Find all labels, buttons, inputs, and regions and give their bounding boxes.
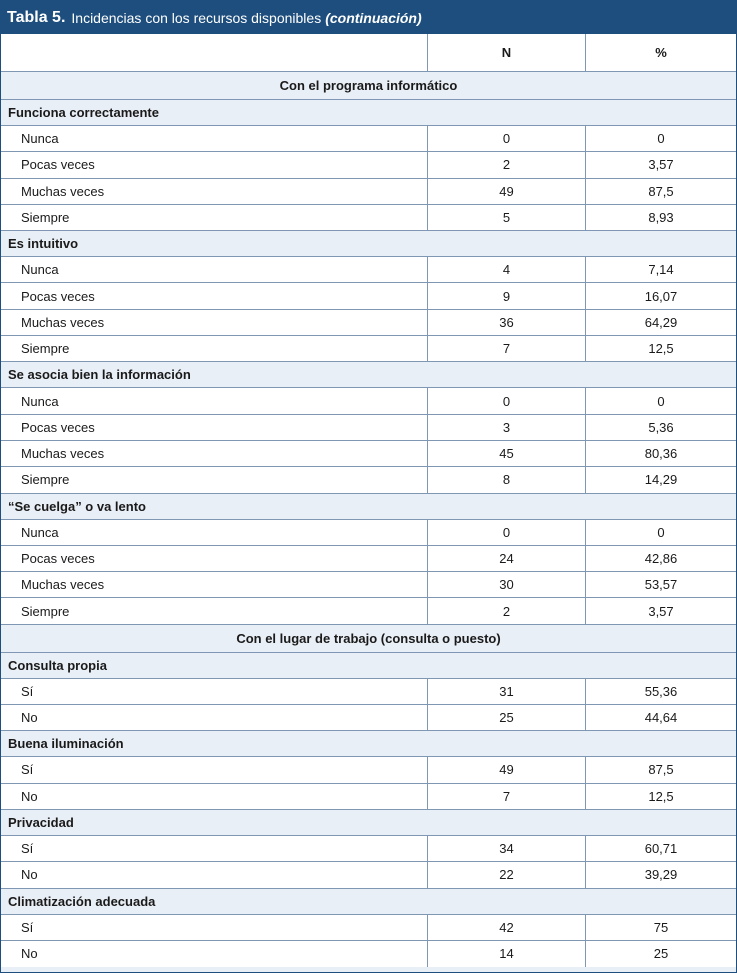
- row-label: Siempre: [1, 205, 428, 230]
- row-n: 34: [428, 836, 586, 861]
- table-number: Tabla 5.: [7, 8, 66, 26]
- table-row: [1, 941, 736, 967]
- table-row: [1, 757, 736, 783]
- row-percent: 42,86: [644, 551, 678, 566]
- row-n: 2: [428, 598, 586, 623]
- group-title: Funciona correctamente: [1, 100, 736, 126]
- group-title: Privacidad: [1, 810, 736, 836]
- group-title: Buena iluminación: [1, 731, 736, 757]
- section-title: Con el programa informático: [1, 72, 736, 100]
- row-label: Muchas veces: [1, 310, 428, 335]
- row-percent: 44,64: [644, 710, 678, 726]
- row-percent: 25: [653, 946, 669, 962]
- row-n: 49: [428, 179, 586, 204]
- row-label: Siempre: [1, 336, 428, 361]
- row-percent: 60,71: [644, 841, 678, 857]
- row-percent: 0: [657, 524, 665, 540]
- table-row: [1, 257, 736, 283]
- row-n: 4: [428, 257, 586, 282]
- table-row: [1, 784, 736, 810]
- row-percent: 75: [653, 919, 669, 935]
- row-percent: 5,36: [648, 419, 674, 435]
- table-row: [1, 415, 736, 441]
- row-label: No: [1, 941, 428, 967]
- table-header-row: [1, 34, 736, 72]
- row-percent: 16,07: [644, 288, 678, 304]
- table-row: [1, 705, 736, 731]
- table-row: [1, 679, 736, 705]
- row-percent: 3,57: [648, 603, 674, 619]
- row-label: No: [1, 705, 428, 730]
- row-percent: 0: [657, 131, 665, 147]
- table-row: [1, 520, 736, 546]
- row-n: 25: [428, 705, 586, 730]
- row-n: 0: [428, 520, 586, 545]
- row-n: 2: [428, 152, 586, 177]
- group-title: Consulta propia: [1, 653, 736, 679]
- row-percent: 87,5: [648, 762, 674, 778]
- table-row: [1, 598, 736, 624]
- row-n: 22: [428, 862, 586, 887]
- table-row: [1, 915, 736, 941]
- row-label: Pocas veces: [1, 152, 428, 177]
- group-title: Climatización adecuada: [1, 889, 736, 915]
- header-percent: %: [655, 45, 667, 60]
- row-n: 30: [428, 572, 586, 597]
- row-n: 9: [428, 283, 586, 308]
- row-n: 45: [428, 441, 586, 466]
- row-label: Nunca: [1, 520, 428, 545]
- table-row: [1, 310, 736, 336]
- row-percent: 80,36: [644, 446, 678, 462]
- row-label: Siempre: [1, 467, 428, 492]
- group-title: Se asocia bien la información: [1, 362, 736, 388]
- row-label: Muchas veces: [1, 572, 428, 597]
- row-label: Nunca: [1, 126, 428, 151]
- row-n: 7: [428, 336, 586, 361]
- row-percent: 14,29: [644, 472, 678, 488]
- row-percent: 53,57: [644, 577, 678, 593]
- row-n: 24: [428, 546, 586, 571]
- table-row: [1, 836, 736, 862]
- row-label: Pocas veces: [1, 283, 428, 308]
- row-label: Nunca: [1, 257, 428, 282]
- row-label: Sí: [1, 915, 428, 940]
- row-label: Sí: [1, 836, 428, 861]
- row-n: 31: [428, 679, 586, 704]
- table-body: [1, 72, 736, 967]
- row-label: Pocas veces: [1, 546, 428, 571]
- row-n: 49: [428, 757, 586, 782]
- group-title: “Se cuelga” o va lento: [1, 494, 736, 520]
- row-percent: 12,5: [648, 788, 674, 804]
- header-n: N: [428, 34, 586, 71]
- row-label: Sí: [1, 679, 428, 704]
- table-caption: Incidencias con los recursos disponibles: [71, 9, 322, 26]
- row-n: 5: [428, 205, 586, 230]
- table-continuation: (continuación): [325, 9, 422, 26]
- row-n: 0: [428, 388, 586, 413]
- table-row: [1, 467, 736, 493]
- row-label: Muchas veces: [1, 179, 428, 204]
- table-row: [1, 205, 736, 231]
- table-row: [1, 862, 736, 888]
- table-row: [1, 546, 736, 572]
- row-percent: 39,29: [644, 867, 678, 883]
- row-percent: 7,14: [648, 262, 674, 278]
- table-row: [1, 336, 736, 362]
- row-percent: 12,5: [648, 341, 674, 357]
- table-row: [1, 283, 736, 309]
- row-percent: 0: [657, 393, 665, 409]
- row-n: 7: [428, 784, 586, 809]
- row-label: Muchas veces: [1, 441, 428, 466]
- row-n: 14: [428, 941, 586, 967]
- row-label: Pocas veces: [1, 415, 428, 440]
- row-percent: 3,57: [648, 157, 674, 173]
- row-n: 3: [428, 415, 586, 440]
- row-n: 42: [428, 915, 586, 940]
- row-label: Nunca: [1, 388, 428, 413]
- row-n: 0: [428, 126, 586, 151]
- table-row: [1, 126, 736, 152]
- table-row: [1, 179, 736, 205]
- row-label: No: [1, 862, 428, 887]
- row-percent: 8,93: [648, 210, 674, 226]
- row-percent: 87,5: [648, 183, 674, 199]
- section-title: Con el lugar de trabajo (consulta o puesto): [1, 625, 736, 653]
- row-n: 36: [428, 310, 586, 335]
- header-label-cell: [1, 34, 428, 71]
- row-n: 8: [428, 467, 586, 492]
- table-row: [1, 441, 736, 467]
- row-label: Sí: [1, 757, 428, 782]
- table-row: [1, 572, 736, 598]
- group-title: Es intuitivo: [1, 231, 736, 257]
- table-title: [1, 1, 736, 34]
- row-percent: 55,36: [644, 683, 678, 699]
- row-percent: 64,29: [644, 314, 678, 330]
- table-row: [1, 152, 736, 178]
- row-label: No: [1, 784, 428, 809]
- table-row: [1, 388, 736, 414]
- row-label: Siempre: [1, 598, 428, 623]
